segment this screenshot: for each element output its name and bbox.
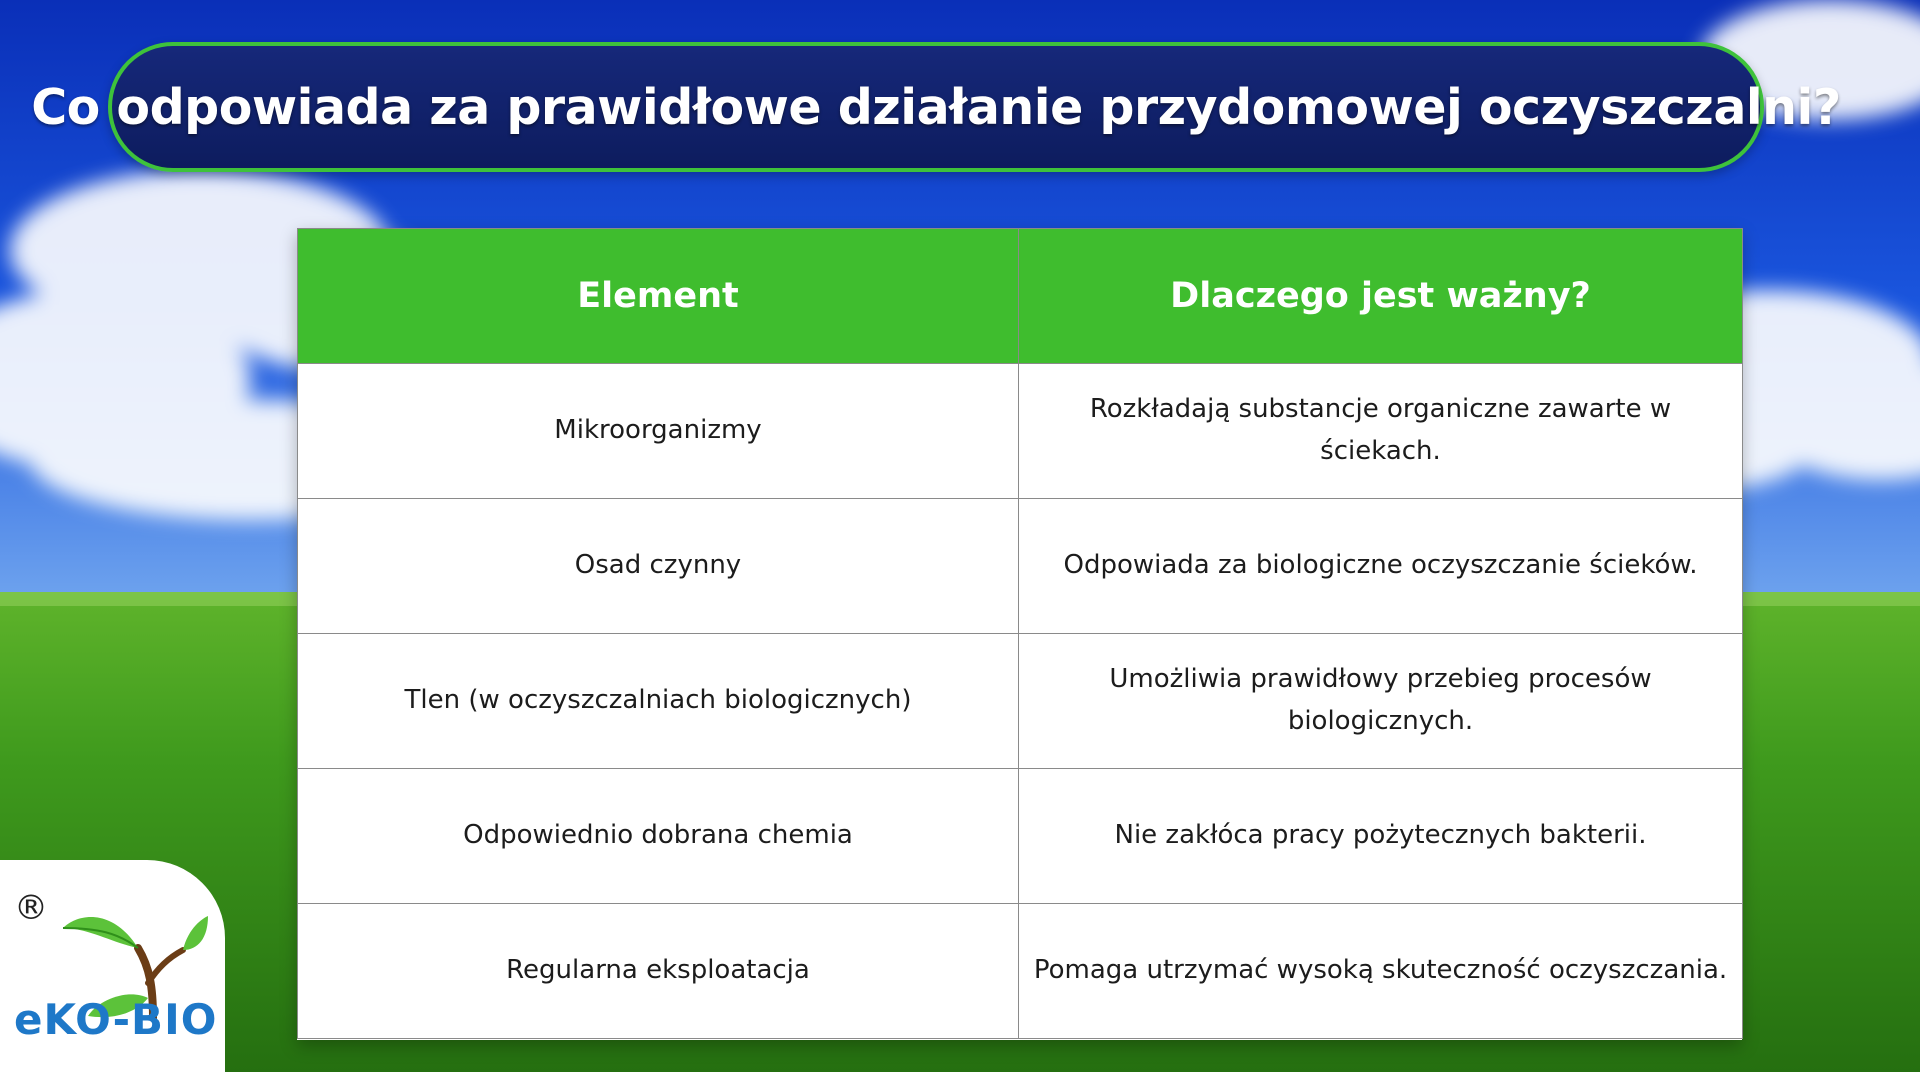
table-row (298, 364, 1743, 499)
cell-element: Mikroorganizmy (298, 364, 1019, 499)
registered-mark: ® (14, 888, 48, 928)
column-header-element: Element (298, 229, 1019, 364)
cell-element: Regularna eksploatacja (298, 904, 1019, 1039)
table-row (298, 904, 1743, 1039)
title-banner (31, 42, 1841, 172)
page-title: Co odpowiada za prawidłowe działanie przydomowej oczyszczalni? (31, 78, 1841, 136)
cell-element: Osad czynny (298, 499, 1019, 634)
cell-reason: Odpowiada za biologiczne oczyszczanie ścieków. (1019, 499, 1743, 634)
cell-reason: Pomaga utrzymać wysoką skuteczność oczyszczania. (1019, 904, 1743, 1039)
column-header-why-important: Dlaczego jest ważny? (1019, 229, 1743, 364)
eko-bio-logo (0, 860, 225, 1072)
table-header-row (298, 229, 1743, 364)
logo-wordmark: eKO-BIO (14, 995, 218, 1044)
table-row (298, 634, 1743, 769)
cell-element: Odpowiednio dobrana chemia (298, 769, 1019, 904)
cell-reason: Rozkładają substancje organiczne zawarte w ściekach. (1019, 364, 1743, 499)
info-table-container (297, 228, 1742, 1040)
table-row (298, 499, 1743, 634)
cell-reason: Nie zakłóca pracy pożytecznych bakterii. (1019, 769, 1743, 904)
table-row (298, 769, 1743, 904)
cell-reason: Umożliwia prawidłowy przebieg procesów biologicznych. (1019, 634, 1743, 769)
cell-element: Tlen (w oczyszczalniach biologicznych) (298, 634, 1019, 769)
info-table (297, 228, 1743, 1039)
